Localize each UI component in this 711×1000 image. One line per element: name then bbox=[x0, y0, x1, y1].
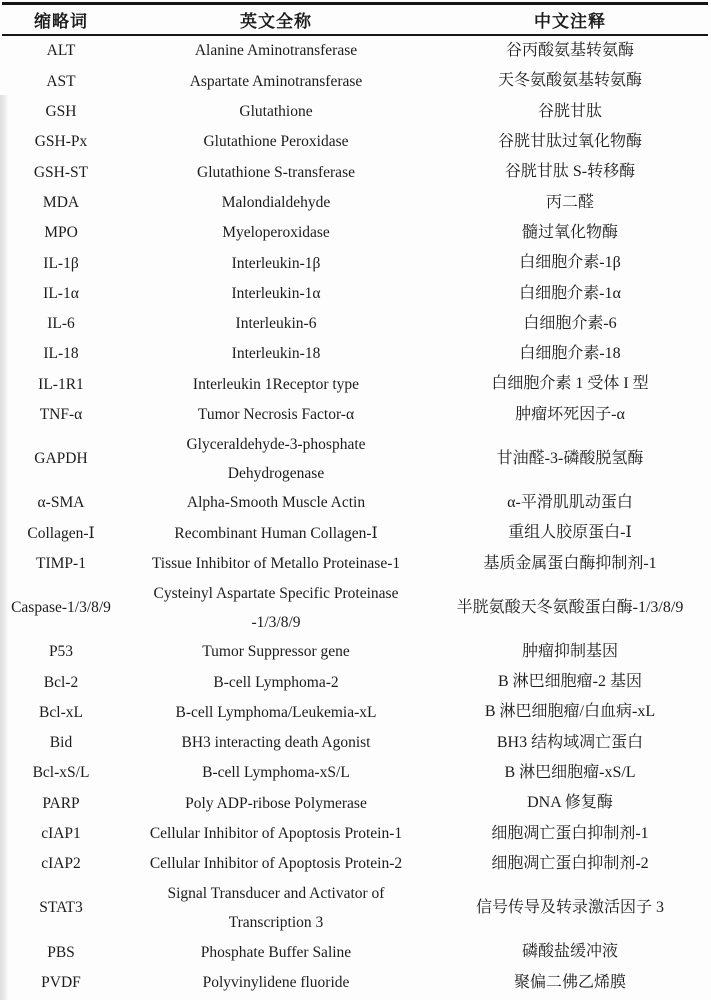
english-name-cell bbox=[120, 400, 432, 430]
table-row bbox=[2, 187, 708, 217]
table-row bbox=[2, 488, 708, 518]
abbreviation-glossary-table bbox=[2, 2, 708, 998]
chinese-annotation-cell: 细胞凋亡蛋白抑制剂-2 bbox=[491, 854, 649, 872]
table-row bbox=[2, 548, 708, 578]
chinese-annotation-cell: 白细胞介素-1α bbox=[519, 284, 621, 302]
chinese-annotation-cell: 肿瘤抑制基因 bbox=[521, 642, 618, 660]
english-name-cell bbox=[120, 518, 432, 548]
english-name-line: Myeloperoxidase bbox=[222, 224, 330, 242]
chinese-annotation-cell: 白细胞介素-18 bbox=[519, 345, 621, 363]
english-name-line: Polyvinylidene fluoride bbox=[202, 973, 350, 991]
english-name-line: Cellular Inhibitor of Apoptosis Protein-2 bbox=[149, 855, 403, 873]
chinese-annotation-cell: 白细胞介素-6 bbox=[523, 314, 617, 332]
table-row bbox=[2, 400, 708, 430]
english-name-line: Tumor Suppressor gene bbox=[202, 643, 350, 661]
english-name-line: BH3 interacting death Agonist bbox=[181, 734, 371, 752]
abbreviation-cell: GSH-ST bbox=[33, 163, 89, 181]
chinese-annotation-cell: 磷酸盐缓冲液 bbox=[521, 943, 618, 961]
table-row bbox=[2, 157, 708, 187]
abbreviation-cell: GSH bbox=[45, 103, 77, 121]
chinese-annotation-cell: 重组人胶原蛋白-Ⅰ bbox=[508, 524, 632, 542]
abbreviation-cell: IL-1β bbox=[43, 254, 79, 272]
abbreviation-cell: PARP bbox=[42, 794, 80, 812]
table-row bbox=[2, 728, 708, 758]
chinese-annotation-cell: 谷胱甘肽 bbox=[537, 102, 602, 120]
english-name-line: Glyceraldehyde-3-phosphate bbox=[186, 435, 366, 453]
english-name-cell bbox=[120, 697, 432, 727]
english-name-line: Interleukin-1α bbox=[231, 284, 321, 302]
table-body bbox=[2, 35, 708, 998]
header-abbreviation: 缩略词 bbox=[2, 4, 120, 36]
english-name-cell bbox=[120, 157, 432, 187]
english-name-line: Cysteinyl Aspartate Specific Proteinase bbox=[153, 584, 399, 602]
table-row bbox=[2, 788, 708, 818]
abbreviation-cell: Bid bbox=[49, 734, 73, 752]
english-name-cell bbox=[120, 849, 432, 879]
abbreviation-cell: GSH-Px bbox=[34, 133, 88, 151]
header-chinese-annotation: 中文注释 bbox=[432, 4, 708, 36]
english-name-line: Glutathione S-transferase bbox=[197, 163, 355, 181]
chinese-annotation-cell: 甘油醛-3-磷酸脱氢酶 bbox=[496, 449, 644, 467]
english-name-line: Interleukin-1β bbox=[231, 254, 321, 272]
chinese-annotation-cell: 肿瘤坏死因子-α bbox=[515, 405, 625, 423]
table-row bbox=[2, 97, 708, 127]
table-row bbox=[2, 937, 708, 967]
table-row bbox=[2, 35, 708, 66]
chinese-annotation-cell: 谷胱甘肽过氧化物酶 bbox=[497, 133, 642, 151]
chinese-annotation-cell: 髓过氧化物酶 bbox=[521, 223, 618, 241]
english-name-cell bbox=[120, 430, 432, 488]
abbreviation-cell: Bcl-2 bbox=[43, 673, 79, 691]
english-name-cell bbox=[120, 967, 432, 997]
english-name-cell bbox=[120, 278, 432, 308]
english-name-cell bbox=[120, 637, 432, 667]
abbreviation-cell: AST bbox=[46, 72, 76, 90]
table-row bbox=[2, 967, 708, 997]
abbreviation-cell: PVDF bbox=[41, 973, 81, 991]
english-name-line: Interleukin-18 bbox=[231, 345, 321, 363]
english-name-cell bbox=[120, 788, 432, 818]
table-row bbox=[2, 218, 708, 248]
english-name-line: Interleukin 1Receptor type bbox=[192, 375, 360, 393]
table-row bbox=[2, 248, 708, 278]
english-name-cell bbox=[120, 35, 432, 66]
table-row bbox=[2, 278, 708, 308]
english-name-line: Signal Transducer and Activator of bbox=[167, 885, 385, 903]
table-row bbox=[2, 66, 708, 96]
table-row bbox=[2, 518, 708, 548]
abbreviation-cell: GAPDH bbox=[34, 450, 88, 468]
english-name-cell bbox=[120, 248, 432, 278]
abbreviation-cell: TNF-α bbox=[39, 406, 83, 424]
english-name-line: -1/3/8/9 bbox=[251, 613, 301, 631]
table-row bbox=[2, 667, 708, 697]
english-name-line: Poly ADP-ribose Polymerase bbox=[185, 794, 367, 812]
english-name-cell bbox=[120, 879, 432, 937]
chinese-annotation-cell: B 淋巴细胞瘤/白血病-xL bbox=[484, 703, 656, 721]
table-row bbox=[2, 579, 708, 637]
chinese-annotation-cell: B 淋巴细胞瘤-2 基因 bbox=[497, 673, 642, 691]
table-row bbox=[2, 879, 708, 937]
table-row bbox=[2, 369, 708, 399]
table-row bbox=[2, 849, 708, 879]
abbreviation-cell: PBS bbox=[47, 943, 75, 961]
english-name-line: Transcription 3 bbox=[228, 914, 324, 932]
english-name-cell bbox=[120, 819, 432, 849]
chinese-annotation-cell: 谷丙酸氨基转氨酶 bbox=[505, 42, 634, 60]
chinese-annotation-cell: 丙二醛 bbox=[545, 193, 594, 211]
english-name-cell bbox=[120, 218, 432, 248]
english-name-cell bbox=[120, 97, 432, 127]
english-name-cell bbox=[120, 548, 432, 578]
abbreviation-cell: TIMP-1 bbox=[36, 554, 86, 572]
table-row bbox=[2, 339, 708, 369]
chinese-annotation-cell: 白细胞介素 1 受体 I 型 bbox=[491, 375, 649, 393]
english-name-line: Tissue Inhibitor of Metallo Proteinase-1 bbox=[151, 554, 401, 572]
english-name-line: Recombinant Human Collagen-Ⅰ bbox=[174, 524, 378, 542]
table-row bbox=[2, 430, 708, 488]
table-row bbox=[2, 127, 708, 157]
abbreviation-cell: α-SMA bbox=[37, 494, 85, 512]
table-header-row bbox=[2, 4, 708, 36]
english-name-line: Malondialdehyde bbox=[221, 193, 331, 211]
english-name-line: Alpha-Smooth Muscle Actin bbox=[186, 494, 366, 512]
english-name-cell bbox=[120, 369, 432, 399]
abbreviation-cell: P53 bbox=[48, 643, 74, 661]
english-name-cell bbox=[120, 339, 432, 369]
english-name-line: Cellular Inhibitor of Apoptosis Protein-1 bbox=[149, 824, 403, 842]
abbreviation-cell: IL-1R1 bbox=[38, 375, 84, 393]
english-name-line: Alanine Aminotransferase bbox=[194, 42, 358, 60]
abbreviation-cell: Bcl-xS/L bbox=[32, 764, 90, 782]
english-name-cell bbox=[120, 127, 432, 157]
english-name-line: Tumor Necrosis Factor-α bbox=[197, 406, 355, 424]
chinese-annotation-cell: 信号传导及转录激活因子 3 bbox=[475, 899, 664, 917]
table-row bbox=[2, 637, 708, 667]
english-name-line: Glutathione Peroxidase bbox=[203, 133, 349, 151]
english-name-line: Aspartate Aminotransferase bbox=[189, 72, 363, 90]
table-row bbox=[2, 697, 708, 727]
abbreviation-cell: IL-18 bbox=[43, 345, 79, 363]
chinese-annotation-cell: 天冬氨酸氨基转氨酶 bbox=[497, 72, 642, 90]
english-name-cell bbox=[120, 728, 432, 758]
table-row bbox=[2, 309, 708, 339]
english-name-cell bbox=[120, 667, 432, 697]
chinese-annotation-cell: 半胱氨酸天冬氨酸蛋白酶-1/3/8/9 bbox=[456, 598, 684, 616]
chinese-annotation-cell: DNA 修复酶 bbox=[527, 794, 613, 812]
chinese-annotation-cell: B 淋巴细胞瘤-xS/L bbox=[504, 764, 636, 782]
header-english-full-name: 英文全称 bbox=[120, 4, 432, 36]
english-name-cell bbox=[120, 66, 432, 96]
table-row bbox=[2, 758, 708, 788]
abbreviation-cell: cIAP1 bbox=[41, 824, 81, 842]
english-name-line: Phosphate Buffer Saline bbox=[200, 943, 352, 961]
table-row bbox=[2, 819, 708, 849]
abbreviation-cell: ALT bbox=[46, 42, 76, 60]
english-name-cell bbox=[120, 579, 432, 637]
english-name-cell bbox=[120, 937, 432, 967]
abbreviation-cell: IL-1α bbox=[43, 284, 79, 302]
abbreviation-cell: IL-6 bbox=[47, 315, 75, 333]
english-name-line: Interleukin-6 bbox=[235, 315, 317, 333]
english-name-line: B-cell Lymphoma-2 bbox=[213, 673, 339, 691]
english-name-line: B-cell Lymphoma/Leukemia-xL bbox=[175, 703, 377, 721]
english-name-cell bbox=[120, 187, 432, 217]
chinese-annotation-cell: 基质金属蛋白酶抑制剂-1 bbox=[483, 554, 657, 572]
chinese-annotation-cell: 细胞凋亡蛋白抑制剂-1 bbox=[491, 824, 649, 842]
english-name-line: B-cell Lymphoma-xS/L bbox=[202, 764, 350, 782]
chinese-annotation-cell: BH3 结构域凋亡蛋白 bbox=[496, 733, 644, 751]
abbreviation-cell: MDA bbox=[42, 193, 80, 211]
english-name-line: Glutathione bbox=[239, 103, 313, 121]
chinese-annotation-cell: α-平滑肌肌动蛋白 bbox=[507, 494, 633, 511]
chinese-annotation-cell: 谷胱甘肽 S-转移酶 bbox=[504, 163, 636, 181]
chinese-annotation-cell: 聚偏二佛乙烯膜 bbox=[513, 973, 626, 991]
abbreviation-cell: Caspase-1/3/8/9 bbox=[11, 599, 111, 617]
english-name-line: Dehydrogenase bbox=[227, 464, 325, 482]
english-name-cell bbox=[120, 488, 432, 518]
abbreviation-cell: cIAP2 bbox=[41, 855, 81, 873]
chinese-annotation-cell: 白细胞介素-1β bbox=[519, 254, 621, 272]
abbreviation-cell: Collagen-Ⅰ bbox=[27, 524, 95, 542]
english-name-cell bbox=[120, 758, 432, 788]
english-name-cell bbox=[120, 309, 432, 339]
abbreviation-cell: Bcl-xL bbox=[39, 703, 83, 721]
abbreviation-cell: MPO bbox=[44, 224, 78, 242]
abbreviation-cell: STAT3 bbox=[39, 899, 83, 917]
